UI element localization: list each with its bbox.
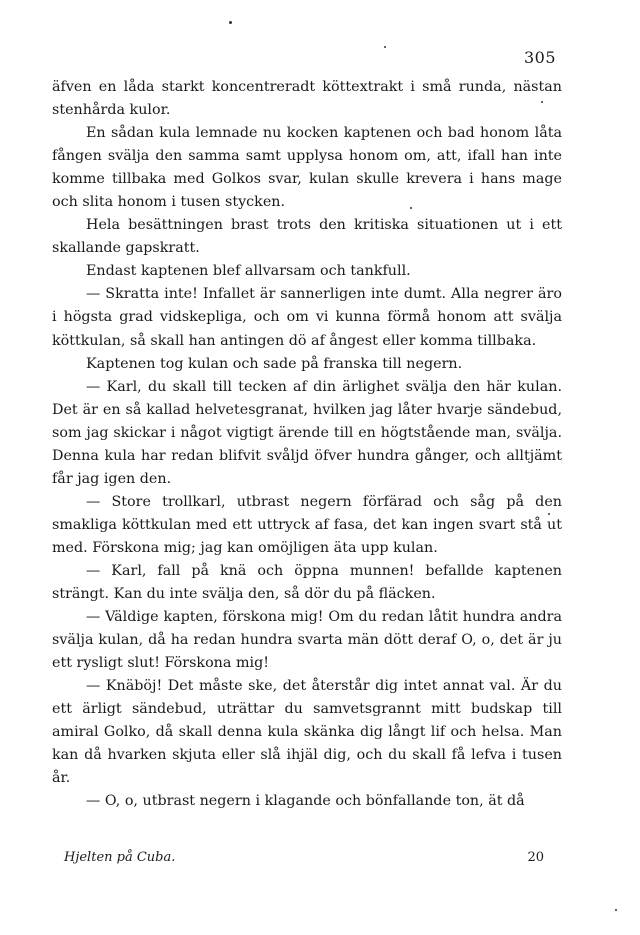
paragraph: Hela besättningen brast trots den kritiska situationen ut i ett skallande gapskratt. [52, 217, 562, 257]
running-title: Hjelten på Cuba. [64, 850, 176, 865]
paragraph: — Väldige kapten, förskona mig! Om du redan låtit hundra andra svälja kulan, då ha redan hundra svarta män dött deraf O, o, det är ju ett rysligt slut! Förskona mig! [52, 609, 562, 672]
paragraph: — Karl, du skall till tecken af din ärlighet svälja den här kulan. Det är en så kallad helvetesgranat, hvilken jag låter hvarje sändebud, som jag skickar i något vigtigt ärende till en högtstående man, svälja. Denna kula har redan blifvit svåljd öfver hundra gånger, och alltjämt får jag igen den. [52, 378, 562, 487]
print-speck [615, 909, 617, 911]
print-speck [548, 513, 550, 515]
paragraph: Kaptenen tog kulan och sade på franska till negern. [86, 355, 463, 372]
page-footer [52, 850, 544, 865]
print-speck [229, 21, 232, 24]
page-number: 305 [523, 48, 556, 67]
paragraph: — Knäböj! Det måste ske, det återstår dig intet annat val. Är du ett ärligt sändebud, uträttar du samvetsgrannt mitt budskap till amiral Golko, då skall denna kula skänka dig långt lif och helsa. Man kan då hvarken skjuta eller slå ihjäl dig, och du skall få lefva i tusen år. [52, 678, 562, 787]
signature-mark: 20 [527, 850, 544, 865]
print-speck [410, 207, 412, 209]
paragraph: Endast kaptenen blef allvarsam och tankfull. [86, 263, 411, 280]
paragraph: En sådan kula lemnade nu kocken kaptenen och bad honom låta fången svälja den samma samt upplysa honom om, att, ifall han inte komme tillbaka med Golkos svar, kulan skulle krevera i hans mage och slita honom i tusen stycken. [52, 125, 562, 211]
paragraph: — Store trollkarl, utbrast negern förfärad och såg på den smakliga köttkulan med ett uttryck af fasa, det kan ingen svart stå ut med. Förskona mig; jag kan omöjligen äta upp kulan. [52, 493, 562, 556]
body-text [52, 76, 562, 814]
paragraph: — O, o, utbrast negern i klagande och bönfallande ton, ät då [86, 793, 525, 810]
paragraph: äfven en låda starkt koncentreradt köttextrakt i små runda, nästan stenhårda kulor. [52, 79, 562, 119]
paragraph: — Karl, fall på knä och öppna munnen! befallde kaptenen strängt. Kan du inte svälja den, så dör du på fläcken. [52, 562, 562, 603]
paragraph: — Skratta inte! Infallet är sannerligen inte dumt. Alla negrer äro i högsta grad vidskepliga, och om vi kunna förmå honom att svälja köttkulan, så skall han antingen dö af ångest eller komma tillbaka. [52, 286, 562, 349]
print-speck [541, 101, 543, 103]
print-speck [384, 46, 386, 48]
